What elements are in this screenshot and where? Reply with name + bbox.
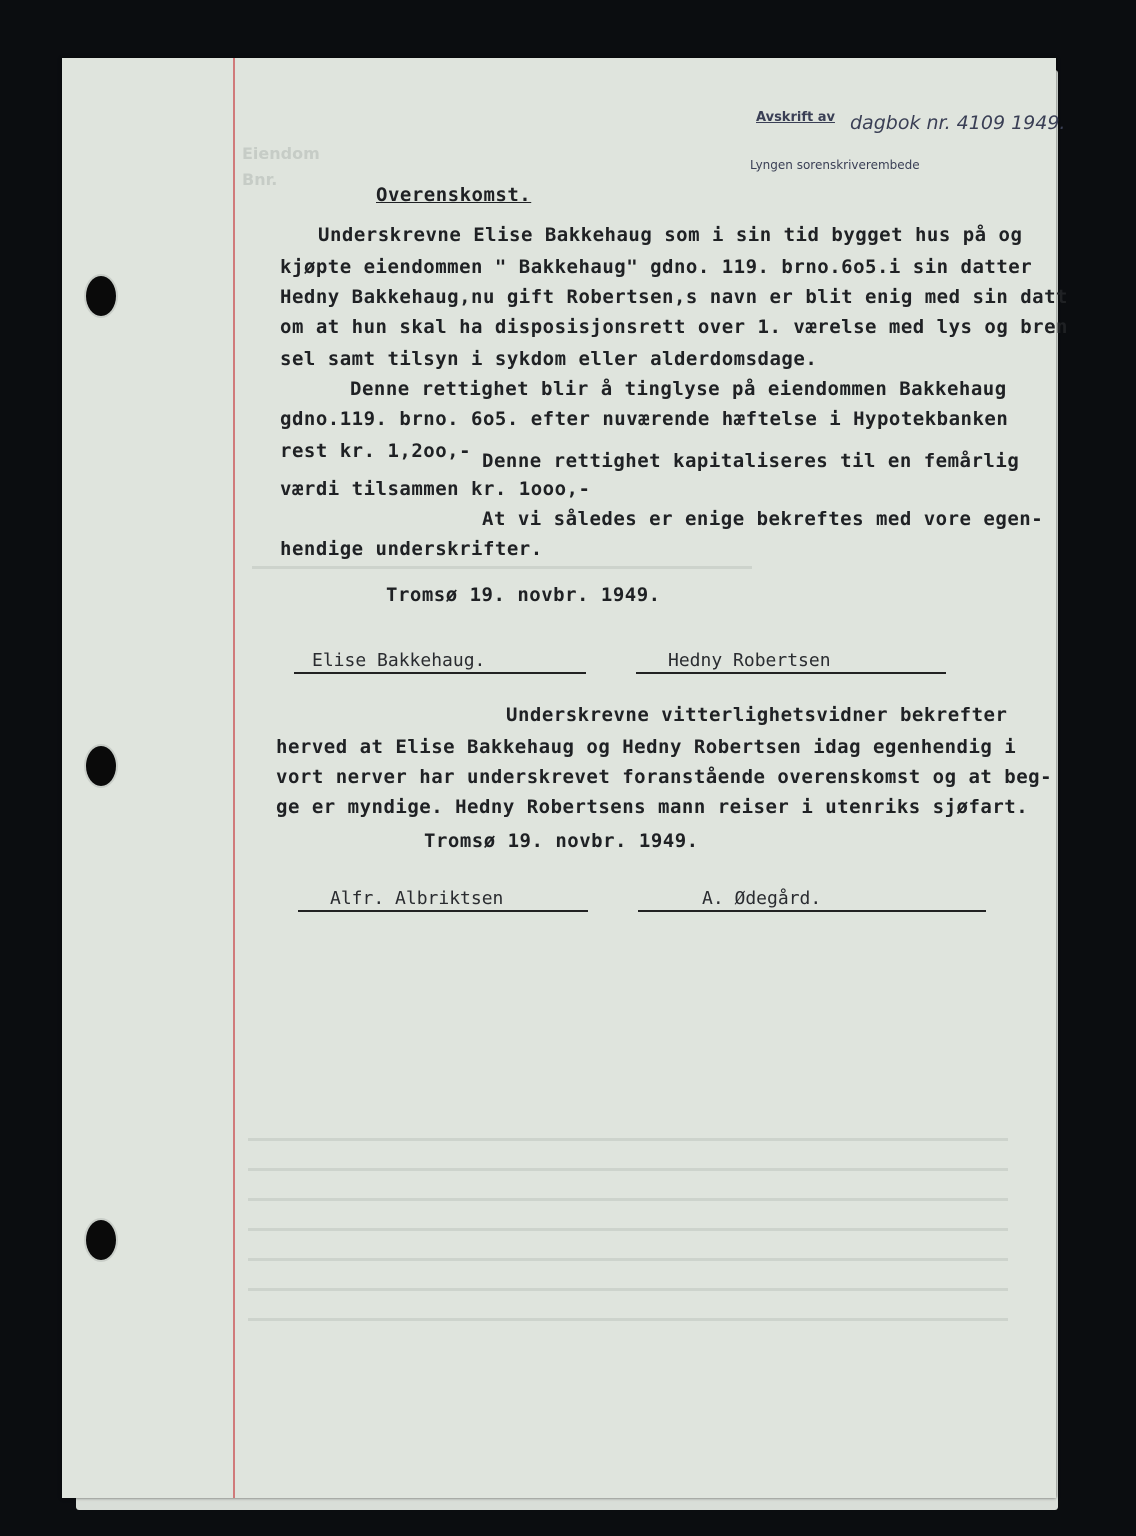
- show-through-line: [248, 1168, 1008, 1171]
- witness-line: herved at Elise Bakkehaug og Hedny Robertsen idag egenhendig i: [276, 736, 1017, 758]
- body-line: værdi tilsammen kr. 1ooo,-: [280, 478, 591, 500]
- body-line: om at hun skal ha disposisjonsrett over 1. værelse med lys og bren: [280, 316, 1068, 338]
- body-line: hendige underskrifter.: [280, 538, 543, 560]
- witness-line: Underskrevne vitterlighetsvidner bekrefter: [506, 704, 1008, 726]
- body-line: sel samt tilsyn i sykdom eller alderdomsdage.: [280, 348, 818, 370]
- punch-hole-top: [86, 276, 116, 316]
- show-through-text: Bnr.: [242, 170, 278, 189]
- witness-date-line: Tromsø 19. novbr. 1949.: [424, 830, 699, 852]
- stamp-office: Lyngen sorenskriverembede: [750, 158, 920, 172]
- signature-rule: [636, 672, 946, 674]
- red-margin-line: [233, 58, 235, 1498]
- body-line: Hedny Bakkehaug,nu gift Robertsen,s navn er blit enig med sin datt: [280, 286, 1068, 308]
- witness-line: vort nerver har underskrevet foranstående overenskomst og at beg-: [276, 766, 1053, 788]
- document-page: [62, 58, 1068, 1498]
- show-through-line: [248, 1318, 1008, 1321]
- signature-elise: Elise Bakkehaug.: [312, 650, 486, 671]
- signature-rule: [298, 910, 588, 912]
- signature-rule: [638, 910, 986, 912]
- punch-hole-middle: [86, 746, 116, 786]
- show-through-line: [248, 1288, 1008, 1291]
- signature-rule: [294, 672, 586, 674]
- body-line: Denne rettighet blir å tinglyse på eiendommen Bakkehaug: [350, 378, 1007, 400]
- body-line: gdno.119. brno. 6o5. efter nuværende hæftelse i Hypotekbanken: [280, 408, 1009, 430]
- show-through-line: [248, 1198, 1008, 1201]
- show-through-line: [248, 1258, 1008, 1261]
- show-through-line: [248, 1228, 1008, 1231]
- document-title: Overenskomst.: [376, 184, 532, 206]
- body-line: kjøpte eiendommen " Bakkehaug" gdno. 119. brno.6o5.i sin datter: [280, 256, 1033, 278]
- punch-hole-bottom: [86, 1220, 116, 1260]
- show-through-line: [248, 1138, 1008, 1141]
- stamp-avskrift: Avskrift av: [756, 110, 835, 125]
- body-line: Underskrevne Elise Bakkehaug som i sin tid bygget hus på og: [318, 224, 1023, 246]
- witness-line: ge er myndige. Hedny Robertsens mann reiser i utenriks sjøfart.: [276, 796, 1029, 818]
- signature-hedny: Hedny Robertsen: [668, 650, 831, 671]
- body-line: Denne rettighet kapitaliseres til en femårlig: [482, 450, 1020, 472]
- show-through-line: [252, 566, 752, 569]
- show-through-text: Eiendom: [242, 144, 320, 163]
- body-line: rest kr. 1,2oo,-: [280, 440, 472, 462]
- body-line: At vi således er enige bekreftes med vore egen-: [482, 508, 1044, 530]
- signature-odegard: A. Ødegård.: [702, 888, 822, 909]
- date-line: Tromsø 19. novbr. 1949.: [386, 584, 661, 606]
- signature-albriktsen: Alfr. Albriktsen: [330, 888, 504, 909]
- stamp-dagbok-number: dagbok nr. 4109 1949.: [850, 112, 1066, 134]
